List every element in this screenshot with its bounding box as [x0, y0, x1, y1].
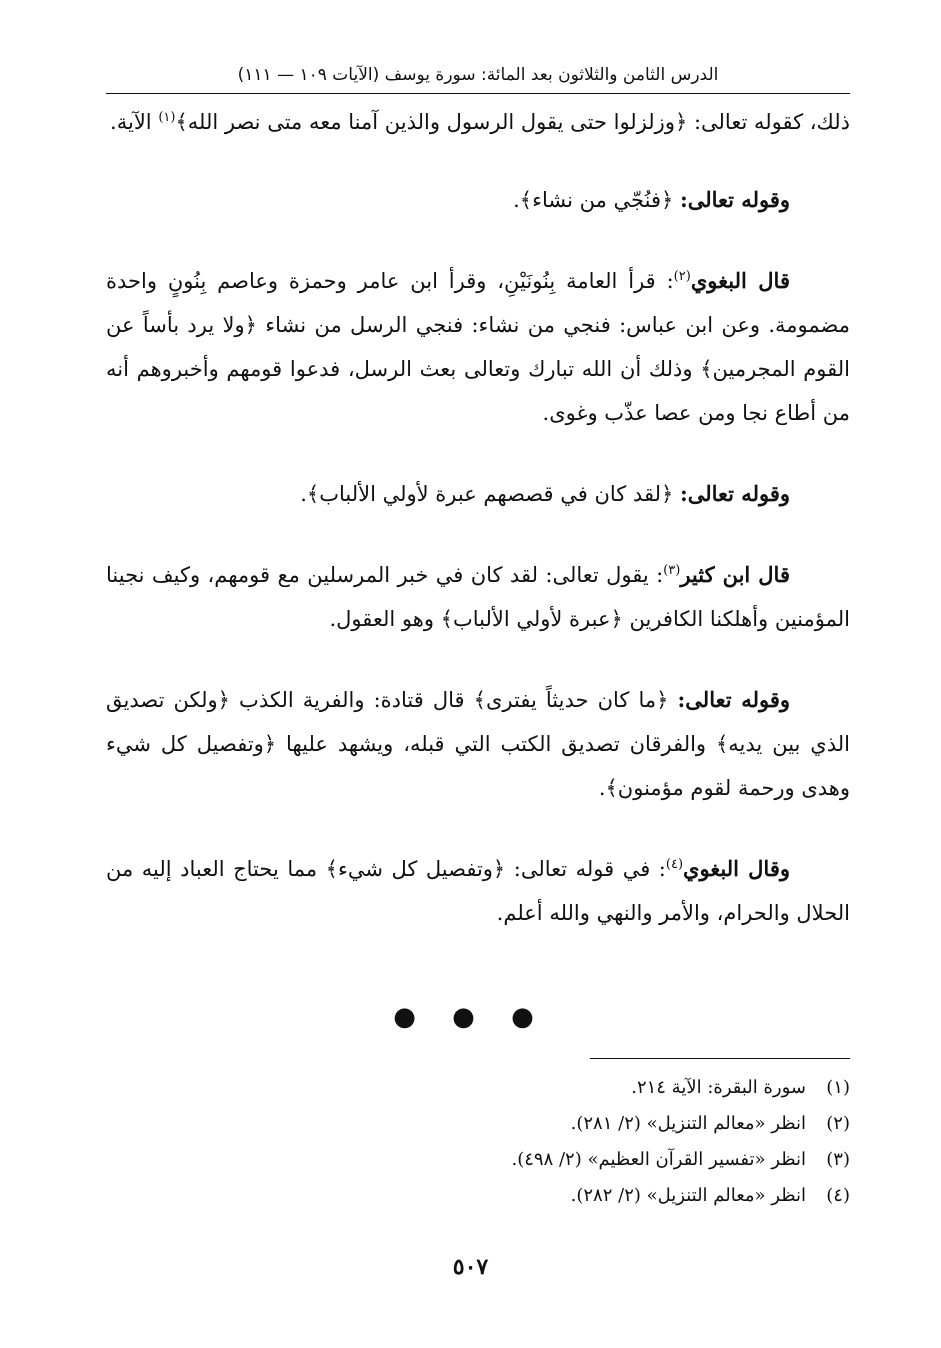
paragraph-text: ﴿فنُجّي من نشاء﴾. — [513, 188, 680, 212]
page-number: ٥٠٧ — [452, 1254, 489, 1280]
footnote-ref-2[interactable]: (٢) — [673, 269, 691, 284]
paragraph-verse-1 — [106, 178, 850, 222]
paragraph-lead: وقال البغوي — [683, 856, 791, 881]
paragraph-lead: قال ابن كثير — [680, 562, 790, 587]
footnote-2 — [106, 1106, 850, 1142]
paragraph-text-end: الآية. — [110, 110, 159, 134]
footnote-number: (٤) — [826, 1185, 850, 1206]
footnote-4 — [106, 1178, 850, 1214]
paragraph-lead: وقوله تعالى: — [679, 187, 790, 212]
footnote-1 — [106, 1070, 850, 1106]
paragraph-text: : يقول تعالى: لقد كان في خبر المرسلين مع قومهم، وكيف نجينا المؤمنين وأهلكنا الكافرين ﴿عبرة لأولي الألباب﴾ وهو العقول. — [106, 563, 850, 631]
paragraph-continuation — [106, 100, 850, 144]
footnote-3 — [106, 1142, 850, 1178]
footnote-rule — [590, 1058, 850, 1059]
paragraph-text: ذلك، كقوله تعالى: ﴿وزلزلوا حتى يقول الرسول والذين آمنا معه متى نصر الله﴾ — [175, 110, 850, 134]
footnote-number: (١) — [826, 1077, 850, 1098]
running-header: الدرس الثامن والثلاثون بعد المائة: سورة يوسف (الآيات ١٠٩ — ١١١) — [237, 65, 719, 85]
paragraph-text: : قرأ العامة بِنُونَيْنِ، وقرأ ابن عامر وحمزة وعاصم بِنُونٍ واحدة مضمومة. وعن ابن عباس: فنجي من نشاء: فنجي الرسل من نشاء ﴿ولا يرد بأساً عن القوم المجرمين﴾ وذلك أن الله تبارك وتعالى بعث الرسل، فدعوا قومهم وأخبروهم أنه من أطاع نجا ومن عصا عذّب وغوى. — [106, 269, 850, 425]
footnote-number: (٢) — [826, 1113, 850, 1134]
paragraph-lead: قال البغوي — [690, 268, 790, 293]
header-rule — [106, 93, 850, 94]
footnotes — [106, 1070, 850, 1214]
footnote-text: انظر «معالم التنزيل» (٢/ ٢٨١). — [570, 1113, 806, 1134]
paragraph-text: ﴿ما كان حديثاً يفترى﴾ قال قتادة: والفرية الكذب ﴿ولكن تصديق الذي بين يديه﴾ والفرقان تصديق الكتب التي قبله، ويشهد عليها ﴿وتفصيل كل شيء وهدى ورحمة لقوم مؤمنون﴾. — [106, 688, 850, 800]
paragraph-text: : في قوله تعالى: ﴿وتفصيل كل شيء﴾ مما يحتاج العباد إليه من الحلال والحرام، والأمر والنهي والله أعلم. — [106, 857, 850, 925]
paragraph-ibn-kathir — [106, 553, 850, 641]
paragraph-baghawi-1 — [106, 259, 850, 435]
paragraph-lead: وقوله تعالى: — [677, 687, 790, 712]
footnote-text: انظر «معالم التنزيل» (٢/ ٢٨٢). — [570, 1185, 806, 1206]
paragraph-baghawi-2 — [106, 847, 850, 935]
main-text — [106, 100, 850, 972]
paragraph-verse-3 — [106, 678, 850, 810]
paragraph-verse-2 — [106, 472, 850, 516]
paragraph-lead: وقوله تعالى: — [679, 481, 790, 506]
footnote-ref-4[interactable]: (٤) — [665, 857, 684, 872]
footnote-number: (٣) — [826, 1149, 850, 1170]
paragraph-text: ﴿لقد كان في قصصهم عبرة لأولي الألباب﴾. — [300, 482, 680, 506]
footnote-text: سورة البقرة: الآية ٢١٤. — [631, 1077, 806, 1098]
section-separator-dots: ● ● ● — [393, 1002, 548, 1032]
footnote-text: انظر «تفسير القرآن العظيم» (٢/ ٤٩٨). — [511, 1149, 806, 1170]
footnote-ref-3[interactable]: (٣) — [663, 563, 681, 578]
footnote-ref-1[interactable]: (١) — [158, 110, 176, 125]
